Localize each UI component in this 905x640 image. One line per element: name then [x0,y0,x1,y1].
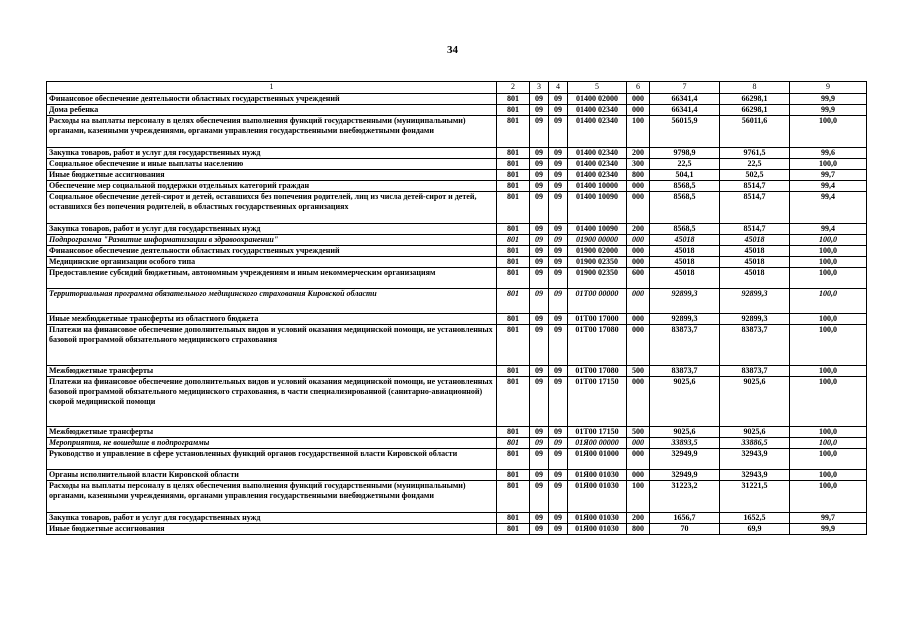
grbs-code-cell: 801 [497,449,530,470]
section-code-cell: 09 [530,289,549,314]
percent-executed-cell: 100,0 [790,377,867,427]
target-article-cell: 01Я00 01030 [568,513,627,524]
grbs-code-cell: 801 [497,257,530,268]
table-row [47,289,867,314]
column-header: 6 [627,82,650,94]
target-article-cell: 01Т00 17000 [568,314,627,325]
executed-amount-cell: 92899,3 [720,289,790,314]
percent-executed-cell: 99,7 [790,513,867,524]
target-article-cell: 01900 00000 [568,235,627,246]
row-name-cell: Расходы на выплаты персоналу в целях обеспечения выполнения функций государственными (муниципальными) органами, казенными учреждениями, органами управления государственными внебюджетными фондами [47,481,497,513]
target-article-cell: 01Я00 01030 [568,524,627,535]
expense-type-cell: 800 [627,524,650,535]
grbs-code-cell: 801 [497,94,530,105]
table-row [47,268,867,289]
subsection-code-cell: 09 [549,224,568,235]
expense-type-cell: 000 [627,105,650,116]
executed-amount-cell: 83873,7 [720,366,790,377]
table-row [47,314,867,325]
column-header: 1 [47,82,497,94]
section-code-cell: 09 [530,513,549,524]
planned-amount-cell: 45018 [650,257,720,268]
percent-executed-cell: 99,9 [790,524,867,535]
percent-executed-cell: 100,0 [790,235,867,246]
grbs-code-cell: 801 [497,116,530,148]
target-article-cell: 01400 02340 [568,170,627,181]
percent-executed-cell: 100,0 [790,116,867,148]
row-name-cell: Финансовое обеспечение деятельности областных государственных учреждений [47,246,497,257]
planned-amount-cell: 33893,5 [650,438,720,449]
budget-table-container [46,81,866,535]
section-code-cell: 09 [530,159,549,170]
planned-amount-cell: 22,5 [650,159,720,170]
table-row [47,105,867,116]
expense-type-cell: 000 [627,235,650,246]
row-name-cell: Расходы на выплаты персоналу в целях обеспечения выполнения функций государственными (муниципальными) органами, казенными учреждениями, органами управления государственными внебюджетными фондами [47,116,497,148]
subsection-code-cell: 09 [549,235,568,246]
executed-amount-cell: 9761,5 [720,148,790,159]
subsection-code-cell: 09 [549,159,568,170]
grbs-code-cell: 801 [497,366,530,377]
row-name-cell: Социальное обеспечение детей-сирот и детей, оставшихся без попечения родителей, лиц из числа детей-сирот и детей, оставшихся без попечения родителей, в областных государственных организациях [47,192,497,224]
table-row [47,524,867,535]
subsection-code-cell: 09 [549,481,568,513]
section-code-cell: 09 [530,366,549,377]
subsection-code-cell: 09 [549,449,568,470]
column-header: 3 [530,82,549,94]
table-row [47,325,867,366]
subsection-code-cell: 09 [549,94,568,105]
table-row [47,235,867,246]
row-name-cell: Финансовое обеспечение деятельности областных государственных учреждений [47,94,497,105]
grbs-code-cell: 801 [497,105,530,116]
table-row [47,159,867,170]
executed-amount-cell: 45018 [720,235,790,246]
subsection-code-cell: 09 [549,192,568,224]
planned-amount-cell: 45018 [650,246,720,257]
subsection-code-cell: 09 [549,105,568,116]
grbs-code-cell: 801 [497,289,530,314]
row-name-cell: Закупка товаров, работ и услуг для государственных нужд [47,224,497,235]
expense-type-cell: 000 [627,289,650,314]
table-row [47,513,867,524]
executed-amount-cell: 83873,7 [720,325,790,366]
planned-amount-cell: 56015,9 [650,116,720,148]
expense-type-cell: 200 [627,513,650,524]
executed-amount-cell: 33886,5 [720,438,790,449]
target-article-cell: 01Я00 00000 [568,438,627,449]
subsection-code-cell: 09 [549,268,568,289]
section-code-cell: 09 [530,427,549,438]
section-code-cell: 09 [530,192,549,224]
target-article-cell: 01900 02350 [568,257,627,268]
row-name-cell: Органы исполнительной власти Кировской области [47,470,497,481]
target-article-cell: 01400 10000 [568,181,627,192]
percent-executed-cell: 100,0 [790,366,867,377]
subsection-code-cell: 09 [549,366,568,377]
table-row [47,257,867,268]
subsection-code-cell: 09 [549,325,568,366]
table-row [47,449,867,470]
expense-type-cell: 800 [627,170,650,181]
planned-amount-cell: 8568,5 [650,224,720,235]
table-row [47,170,867,181]
section-code-cell: 09 [530,470,549,481]
section-code-cell: 09 [530,314,549,325]
percent-executed-cell: 99,7 [790,170,867,181]
row-name-cell: Иные межбюджетные трансферты из областного бюджета [47,314,497,325]
planned-amount-cell: 1656,7 [650,513,720,524]
planned-amount-cell: 8568,5 [650,181,720,192]
table-row [47,246,867,257]
executed-amount-cell: 9025,6 [720,377,790,427]
planned-amount-cell: 66341,4 [650,105,720,116]
percent-executed-cell: 100,0 [790,246,867,257]
row-name-cell: Иные бюджетные ассигнования [47,524,497,535]
executed-amount-cell: 1652,5 [720,513,790,524]
planned-amount-cell: 31223,2 [650,481,720,513]
planned-amount-cell: 45018 [650,235,720,246]
section-code-cell: 09 [530,268,549,289]
grbs-code-cell: 801 [497,513,530,524]
planned-amount-cell: 9025,6 [650,427,720,438]
percent-executed-cell: 100,0 [790,481,867,513]
target-article-cell: 01Т00 17150 [568,427,627,438]
subsection-code-cell: 09 [549,513,568,524]
expense-type-cell: 000 [627,438,650,449]
subsection-code-cell: 09 [549,246,568,257]
planned-amount-cell: 32949,9 [650,470,720,481]
grbs-code-cell: 801 [497,481,530,513]
section-code-cell: 09 [530,246,549,257]
target-article-cell: 01Т00 17080 [568,325,627,366]
row-name-cell: Медицинские организации особого типа [47,257,497,268]
subsection-code-cell: 09 [549,116,568,148]
section-code-cell: 09 [530,148,549,159]
grbs-code-cell: 801 [497,192,530,224]
expense-type-cell: 000 [627,94,650,105]
percent-executed-cell: 99,4 [790,224,867,235]
percent-executed-cell: 100,0 [790,159,867,170]
grbs-code-cell: 801 [497,325,530,366]
grbs-code-cell: 801 [497,427,530,438]
expense-type-cell: 000 [627,325,650,366]
expense-type-cell: 000 [627,449,650,470]
expense-type-cell: 200 [627,148,650,159]
planned-amount-cell: 70 [650,524,720,535]
grbs-code-cell: 801 [497,470,530,481]
grbs-code-cell: 801 [497,268,530,289]
target-article-cell: 01400 02340 [568,159,627,170]
grbs-code-cell: 801 [497,438,530,449]
target-article-cell: 01400 02340 [568,116,627,148]
subsection-code-cell: 09 [549,289,568,314]
target-article-cell: 01400 02340 [568,148,627,159]
expense-type-cell: 000 [627,377,650,427]
section-code-cell: 09 [530,170,549,181]
grbs-code-cell: 801 [497,224,530,235]
row-name-cell: Иные бюджетные ассигнования [47,170,497,181]
expense-type-cell: 000 [627,314,650,325]
executed-amount-cell: 45018 [720,257,790,268]
row-name-cell: Межбюджетные трансферты [47,427,497,438]
planned-amount-cell: 9798,9 [650,148,720,159]
table-row [47,224,867,235]
section-code-cell: 09 [530,524,549,535]
percent-executed-cell: 100,0 [790,268,867,289]
table-row [47,181,867,192]
target-article-cell: 01Я00 01030 [568,470,627,481]
grbs-code-cell: 801 [497,235,530,246]
executed-amount-cell: 502,5 [720,170,790,181]
percent-executed-cell: 99,4 [790,181,867,192]
percent-executed-cell: 100,0 [790,449,867,470]
percent-executed-cell: 99,9 [790,94,867,105]
expense-type-cell: 600 [627,268,650,289]
executed-amount-cell: 66298,1 [720,105,790,116]
target-article-cell: 01400 10090 [568,224,627,235]
table-header-row [47,82,867,94]
row-name-cell: Территориальная программа обязательного медицинского страхования Кировской области [47,289,497,314]
table-row [47,438,867,449]
section-code-cell: 09 [530,449,549,470]
executed-amount-cell: 45018 [720,268,790,289]
target-article-cell: 01Т00 17080 [568,366,627,377]
column-header: 9 [790,82,867,94]
executed-amount-cell: 32943,9 [720,470,790,481]
executed-amount-cell: 31221,5 [720,481,790,513]
grbs-code-cell: 801 [497,159,530,170]
executed-amount-cell: 22,5 [720,159,790,170]
section-code-cell: 09 [530,116,549,148]
subsection-code-cell: 09 [549,377,568,427]
executed-amount-cell: 66298,1 [720,94,790,105]
row-name-cell: Обеспечение мер социальной поддержки отдельных категорий граждан [47,181,497,192]
planned-amount-cell: 92899,3 [650,314,720,325]
table-row [47,116,867,148]
percent-executed-cell: 100,0 [790,314,867,325]
section-code-cell: 09 [530,438,549,449]
page-number: 34 [447,44,458,56]
subsection-code-cell: 09 [549,524,568,535]
expense-type-cell: 100 [627,481,650,513]
table-row [47,192,867,224]
column-header: 4 [549,82,568,94]
executed-amount-cell: 8514,7 [720,192,790,224]
planned-amount-cell: 83873,7 [650,366,720,377]
grbs-code-cell: 801 [497,181,530,192]
row-name-cell: Платежи на финансовое обеспечение дополнительных видов и условий оказания медицинской помощи, не установленных базовой программой обязательного медицинского страхования [47,325,497,366]
section-code-cell: 09 [530,325,549,366]
executed-amount-cell: 56011,6 [720,116,790,148]
subsection-code-cell: 09 [549,438,568,449]
section-code-cell: 09 [530,257,549,268]
expense-type-cell: 000 [627,257,650,268]
percent-executed-cell: 100,0 [790,470,867,481]
grbs-code-cell: 801 [497,524,530,535]
planned-amount-cell: 8568,5 [650,192,720,224]
percent-executed-cell: 100,0 [790,289,867,314]
percent-executed-cell: 99,4 [790,192,867,224]
row-name-cell: Социальное обеспечение и иные выплаты населению [47,159,497,170]
planned-amount-cell: 45018 [650,268,720,289]
executed-amount-cell: 8514,7 [720,181,790,192]
grbs-code-cell: 801 [497,148,530,159]
table-row [47,377,867,427]
percent-executed-cell: 100,0 [790,325,867,366]
row-name-cell: Руководство и управление в сфере установленных функций органов государственной власти Кировской области [47,449,497,470]
target-article-cell: 01400 02340 [568,105,627,116]
target-article-cell: 01Т00 00000 [568,289,627,314]
target-article-cell: 01Я00 01030 [568,481,627,513]
planned-amount-cell: 83873,7 [650,325,720,366]
subsection-code-cell: 09 [549,181,568,192]
column-header: 8 [720,82,790,94]
row-name-cell: Платежи на финансовое обеспечение дополнительных видов и условий оказания медицинской помощи, не установленных базовой программой обязательного медицинского страхования, в части специализированной (санитарно-авиационной) скорой медицинской помощи [47,377,497,427]
row-name-cell: Дома ребенка [47,105,497,116]
section-code-cell: 09 [530,181,549,192]
planned-amount-cell: 66341,4 [650,94,720,105]
column-header: 2 [497,82,530,94]
target-article-cell: 01Т00 17150 [568,377,627,427]
target-article-cell: 01Я00 01000 [568,449,627,470]
executed-amount-cell: 45018 [720,246,790,257]
planned-amount-cell: 504,1 [650,170,720,181]
percent-executed-cell: 100,0 [790,438,867,449]
percent-executed-cell: 99,6 [790,148,867,159]
executed-amount-cell: 32943,9 [720,449,790,470]
row-name-cell: Межбюджетные трансферты [47,366,497,377]
subsection-code-cell: 09 [549,257,568,268]
target-article-cell: 01900 02000 [568,246,627,257]
executed-amount-cell: 9025,6 [720,427,790,438]
row-name-cell: Подпрограмма "Развитие информатизации в здравоохранении" [47,235,497,246]
planned-amount-cell: 92899,3 [650,289,720,314]
row-name-cell: Закупка товаров, работ и услуг для государственных нужд [47,513,497,524]
expense-type-cell: 000 [627,470,650,481]
subsection-code-cell: 09 [549,148,568,159]
subsection-code-cell: 09 [549,427,568,438]
target-article-cell: 01400 10090 [568,192,627,224]
expense-type-cell: 000 [627,192,650,224]
target-article-cell: 01900 02350 [568,268,627,289]
expense-type-cell: 200 [627,224,650,235]
table-row [47,481,867,513]
table-row [47,94,867,105]
subsection-code-cell: 09 [549,470,568,481]
percent-executed-cell: 100,0 [790,257,867,268]
table-row [47,148,867,159]
planned-amount-cell: 32949,9 [650,449,720,470]
table-row [47,427,867,438]
section-code-cell: 09 [530,235,549,246]
row-name-cell: Предоставление субсидий бюджетным, автономным учреждениям и иным некоммерческим организациям [47,268,497,289]
grbs-code-cell: 801 [497,246,530,257]
expense-type-cell: 300 [627,159,650,170]
column-header: 5 [568,82,627,94]
table-row [47,366,867,377]
section-code-cell: 09 [530,105,549,116]
expense-type-cell: 000 [627,181,650,192]
section-code-cell: 09 [530,377,549,427]
expense-type-cell: 500 [627,427,650,438]
budget-table [46,81,867,535]
expense-type-cell: 000 [627,246,650,257]
grbs-code-cell: 801 [497,170,530,181]
row-name-cell: Мероприятия, не вошедшие в подпрограммы [47,438,497,449]
table-body [47,94,867,535]
target-article-cell: 01400 02000 [568,94,627,105]
percent-executed-cell: 100,0 [790,427,867,438]
executed-amount-cell: 92899,3 [720,314,790,325]
table-row [47,470,867,481]
section-code-cell: 09 [530,94,549,105]
row-name-cell: Закупка товаров, работ и услуг для государственных нужд [47,148,497,159]
executed-amount-cell: 69,9 [720,524,790,535]
section-code-cell: 09 [530,224,549,235]
subsection-code-cell: 09 [549,314,568,325]
grbs-code-cell: 801 [497,377,530,427]
expense-type-cell: 500 [627,366,650,377]
subsection-code-cell: 09 [549,170,568,181]
percent-executed-cell: 99,9 [790,105,867,116]
grbs-code-cell: 801 [497,314,530,325]
executed-amount-cell: 8514,7 [720,224,790,235]
column-header: 7 [650,82,720,94]
planned-amount-cell: 9025,6 [650,377,720,427]
section-code-cell: 09 [530,481,549,513]
expense-type-cell: 100 [627,116,650,148]
